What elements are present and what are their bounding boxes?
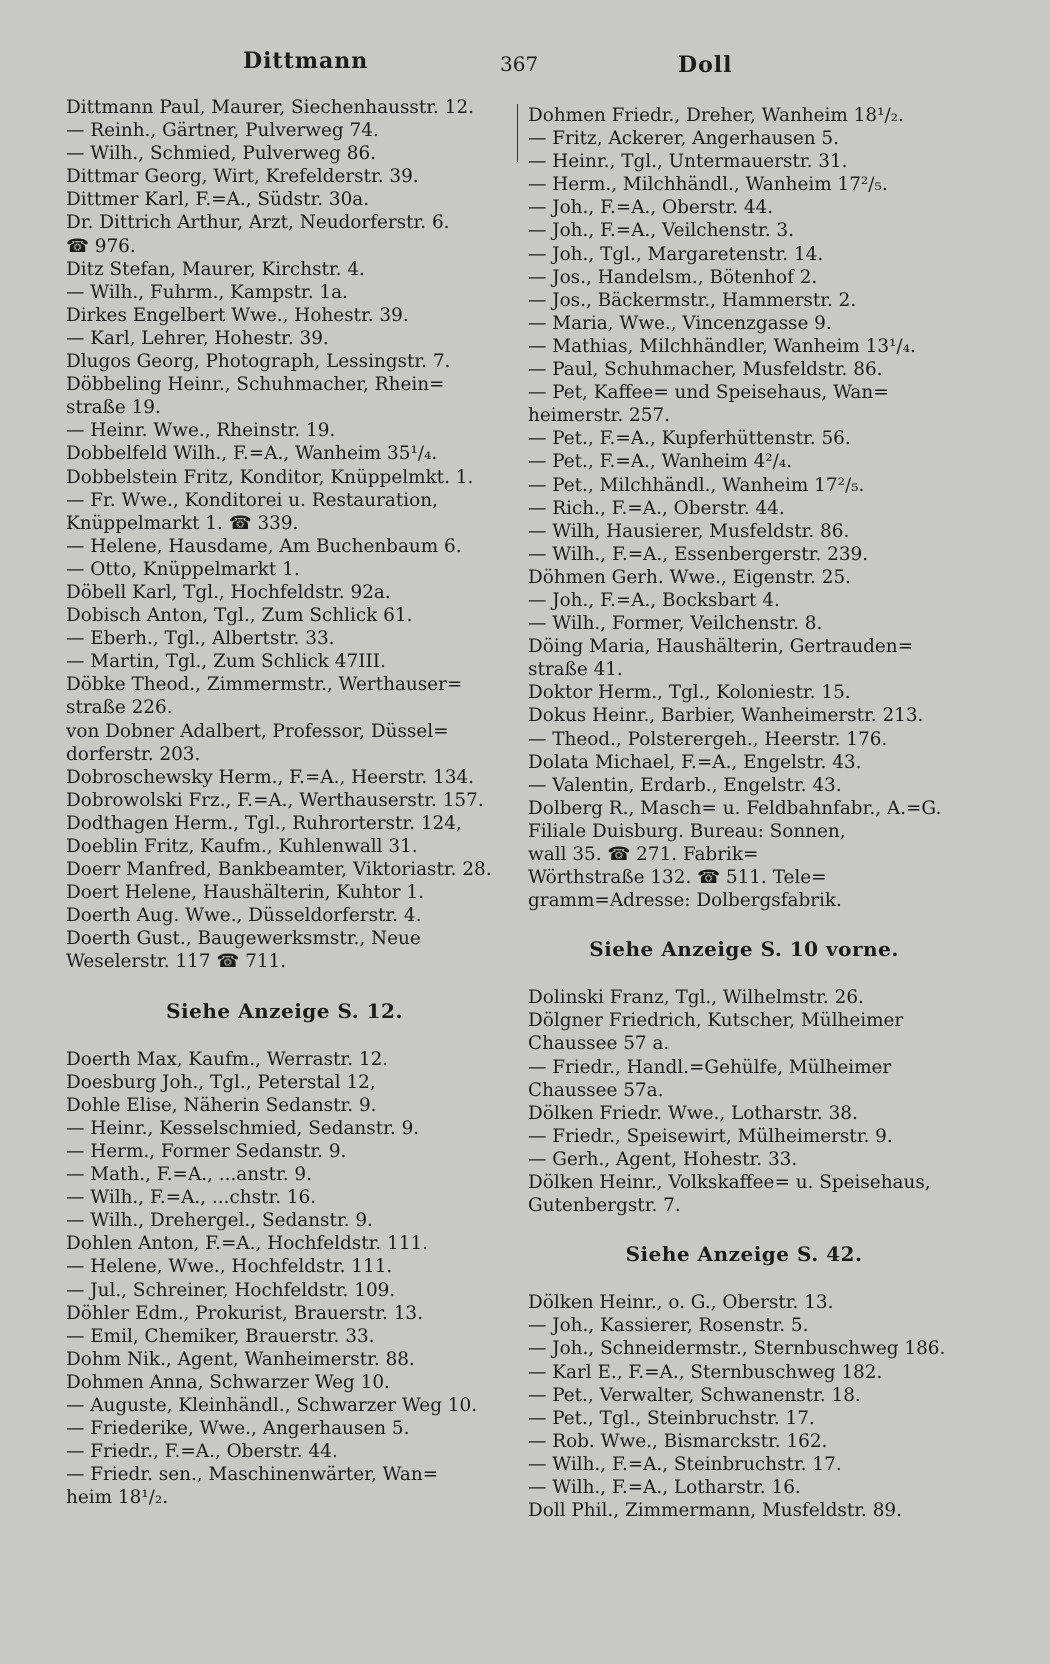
- directory-entry: — Math., F.=A., ...anstr. 9.: [66, 1164, 312, 1186]
- directory-entry: — Pet, Kaffee= und Speisehaus, Wan=: [528, 382, 889, 404]
- directory-entry: Filiale Duisburg. Bureau: Sonnen,: [528, 820, 846, 842]
- directory-entry: — Pet., Tgl., Steinbruchstr. 17.: [528, 1407, 815, 1429]
- directory-entry: — Joh., Tgl., Margaretenstr. 14.: [528, 243, 824, 265]
- directory-entry: Dodthagen Herm., Tgl., Ruhrorterstr. 124,: [66, 812, 462, 834]
- directory-entry: — Joh., Schneidermstr., Sternbuschweg 186.: [528, 1338, 946, 1360]
- directory-entry: — Rich., F.=A., Oberstr. 44.: [528, 497, 785, 519]
- directory-entry: Doerr Manfred, Bankbeamter, Viktoriastr. 28.: [66, 859, 492, 881]
- directory-entry: Dobrowolski Frz., F.=A., Werthauserstr. 157.: [66, 789, 484, 811]
- directory-entry: Dölken Heinr., o. G., Oberstr. 13.: [528, 1292, 834, 1314]
- directory-entry: Dolberg R., Masch= u. Feldbahnfabr., A.=G.: [528, 797, 942, 819]
- directory-entry: — Wilh., Drehergel., Sedanstr. 9.: [66, 1210, 373, 1232]
- directory-entry: — Fritz, Ackerer, Angerhausen 5.: [528, 128, 839, 150]
- directory-entry: — Helene, Hausdame, Am Buchenbaum 6.: [66, 535, 462, 557]
- directory-entry: — Valentin, Erdarb., Engelstr. 43.: [528, 774, 842, 796]
- directory-entry: — Gerh., Agent, Hohestr. 33.: [528, 1148, 798, 1170]
- directory-entry: Doeblin Fritz, Kaufm., Kuhlenwall 31.: [66, 836, 418, 857]
- right-advert-note-2: Siehe Anzeige S. 42.: [625, 1242, 863, 1267]
- directory-entry: straße 226.: [66, 697, 173, 719]
- directory-entry: — Wilh., F.=A., Essenbergerstr. 239.: [528, 543, 869, 565]
- directory-entry: Chaussee 57 a.: [528, 1033, 670, 1055]
- directory-entry: Döhmen Gerh. Wwe., Eigenstr. 25.: [528, 566, 851, 588]
- directory-entry: Chaussee 57a.: [528, 1079, 664, 1101]
- directory-entry: Dobbelstein Fritz, Konditor, Knüppelmkt. 1.: [66, 466, 474, 488]
- directory-entry: — Joh., Kassierer, Rosenstr. 5.: [528, 1315, 809, 1337]
- directory-entry: Dobisch Anton, Tgl., Zum Schlick 61.: [66, 605, 413, 627]
- directory-entry: Knüppelmarkt 1. ☎ 339.: [66, 512, 299, 534]
- directory-entry: — Pet., F.=A., Wanheim 4²/₄.: [528, 451, 793, 473]
- directory-entry: Döbell Karl, Tgl., Hochfeldstr. 92a.: [66, 581, 391, 603]
- directory-entry: Dittmann Paul, Maurer, Siechenhausstr. 12.: [66, 97, 474, 118]
- directory-entry: Dolata Michael, F.=A., Engelstr. 43.: [528, 751, 862, 773]
- directory-entry: Döbbeling Heinr., Schuhmacher, Rhein=: [66, 374, 445, 396]
- page-number: 367: [500, 52, 539, 76]
- directory-entry: — Herm., Milchhändl., Wanheim 17²/₅.: [528, 174, 888, 196]
- directory-entry: Dr. Dittrich Arthur, Arzt, Neudorferstr. 6.: [66, 212, 450, 234]
- directory-entry: — Auguste, Kleinhändl., Schwarzer Weg 10.: [66, 1394, 478, 1416]
- directory-entry: — Pet., Verwalter, Schwanenstr. 18.: [528, 1384, 861, 1406]
- directory-entry: — Martin, Tgl., Zum Schlick 47III.: [66, 651, 386, 673]
- left-column: [66, 96, 503, 1509]
- directory-entry: — Joh., F.=A., Oberstr. 44.: [528, 197, 774, 219]
- directory-entry: — Wilh., Fuhrm., Kampstr. 1a.: [66, 281, 348, 303]
- directory-entry: — Reinh., Gärtner, Pulverweg 74.: [66, 120, 379, 142]
- directory-entry: Döhler Edm., Prokurist, Brauerstr. 13.: [66, 1302, 423, 1324]
- directory-entry: Ditz Stefan, Maurer, Kirchstr. 4.: [66, 258, 365, 280]
- directory-entry: — Maria, Wwe., Vincenzgasse 9.: [528, 312, 832, 334]
- directory-entry: Doerth Gust., Baugewerksmstr., Neue: [66, 928, 421, 950]
- directory-entry: Doesburg Joh., Tgl., Peterstal 12,: [66, 1071, 376, 1093]
- directory-entry: — Jos., Handelsm., Bötenhof 2.: [528, 266, 818, 288]
- right-entries-2: [528, 986, 960, 1217]
- directory-entry: Dölken Heinr., Volkskaffee= u. Speisehaus,: [528, 1172, 931, 1194]
- directory-entry: — Paul, Schuhmacher, Musfeldstr. 86.: [528, 359, 883, 381]
- directory-entry: Weselerstr. 117 ☎ 711.: [66, 951, 287, 973]
- directory-entry: — Eberh., Tgl., Albertstr. 33.: [66, 628, 335, 650]
- directory-entry: dorferstr. 203.: [66, 743, 201, 765]
- directory-entry: gramm=Adresse: Dolbergsfabrik.: [528, 890, 842, 912]
- directory-entry: Wörthstraße 132. ☎ 511. Tele=: [528, 867, 827, 889]
- directory-entry: — Rob. Wwe., Bismarckstr. 162.: [528, 1430, 828, 1452]
- directory-entry: Doktor Herm., Tgl., Koloniestr. 15.: [528, 682, 851, 704]
- directory-entry: Dohm Nik., Agent, Wanheimerstr. 88.: [66, 1348, 415, 1370]
- directory-entry: — Herm., Former Sedanstr. 9.: [66, 1140, 347, 1162]
- directory-entry: — Helene, Wwe., Hochfeldstr. 111.: [66, 1256, 393, 1278]
- directory-entry: Dohmen Friedr., Dreher, Wanheim 18¹/₂.: [528, 105, 904, 126]
- left-entries-2: [66, 1048, 503, 1510]
- directory-entry: — Wilh., Former, Veilchenstr. 8.: [528, 613, 823, 635]
- directory-entry: — Friedr. sen., Maschinenwärter, Wan=: [66, 1464, 439, 1486]
- directory-entry: — Friedr., Speisewirt, Mülheimerstr. 9.: [528, 1125, 893, 1147]
- directory-entry: Dlugos Georg, Photograph, Lessingstr. 7.: [66, 351, 451, 373]
- left-advert-note: Siehe Anzeige S. 12.: [166, 998, 403, 1023]
- directory-entry: — Theod., Polsterergeh., Heerstr. 176.: [528, 728, 888, 750]
- directory-entry: — Mathias, Milchhändler, Wanheim 13¹/₄.: [528, 335, 916, 357]
- directory-entry: Doerth Aug. Wwe., Düsseldorferstr. 4.: [66, 905, 422, 927]
- directory-entry: — Wilh., Schmied, Pulverweg 86.: [66, 143, 377, 165]
- directory-entry: Dokus Heinr., Barbier, Wanheimerstr. 213.: [528, 705, 924, 727]
- directory-entry: Doerth Max, Kaufm., Werrastr. 12.: [66, 1048, 389, 1070]
- column-divider: [517, 104, 518, 162]
- directory-entry: Dohle Elise, Näherin Sedanstr. 9.: [66, 1094, 377, 1116]
- right-advert-note-1: Siehe Anzeige S. 10 vorne.: [589, 937, 899, 962]
- directory-entry: Döbke Theod., Zimmermstr., Werthauser=: [66, 674, 463, 696]
- right-entries-3: [528, 1291, 960, 1522]
- directory-entry: straße 19.: [66, 397, 161, 419]
- directory-entry: Dobbelfeld Wilh., F.=A., Wanheim 35¹/₄.: [66, 443, 438, 465]
- directory-entry: von Dobner Adalbert, Professor, Düssel=: [66, 720, 449, 742]
- header-left-word: Dittmann: [243, 48, 369, 74]
- directory-entry: — Pet., Milchhändl., Wanheim 17²/₅.: [528, 474, 865, 496]
- directory-entry: Dirkes Engelbert Wwe., Hohestr. 39.: [66, 304, 409, 326]
- directory-entry: — Wilh., F.=A., Lotharstr. 16.: [528, 1476, 801, 1498]
- directory-entry: — Otto, Knüppelmarkt 1.: [66, 558, 300, 580]
- directory-entry: — Heinr. Wwe., Rheinstr. 19.: [66, 420, 336, 442]
- directory-entry: — Karl E., F.=A., Sternbuschweg 182.: [528, 1361, 883, 1383]
- header-right-word: Doll: [678, 52, 733, 78]
- right-entries-1: [528, 104, 960, 912]
- directory-entry: — Heinr., Kesselschmied, Sedanstr. 9.: [66, 1117, 420, 1139]
- directory-entry: — Karl, Lehrer, Hohestr. 39.: [66, 327, 329, 349]
- directory-entry: — Emil, Chemiker, Brauerstr. 33.: [66, 1325, 375, 1347]
- directory-entry: — Wilh, Hausierer, Musfeldstr. 86.: [528, 520, 850, 542]
- directory-entry: — Wilh., F.=A., ...chstr. 16.: [66, 1187, 317, 1209]
- directory-entry: — Friederike, Wwe., Angerhausen 5.: [66, 1418, 410, 1440]
- directory-entry: straße 41.: [528, 659, 623, 681]
- directory-entry: Dohlen Anton, F.=A., Hochfeldstr. 111.: [66, 1233, 429, 1255]
- directory-entry: — Fr. Wwe., Konditorei u. Restauration,: [66, 489, 438, 511]
- directory-entry: Dölgner Friedrich, Kutscher, Mülheimer: [528, 1010, 904, 1032]
- directory-entry: Dohmen Anna, Schwarzer Weg 10.: [66, 1371, 390, 1393]
- directory-entry: — Jos., Bäckermstr., Hammerstr. 2.: [528, 289, 857, 311]
- directory-entry: — Wilh., F.=A., Steinbruchstr. 17.: [528, 1453, 842, 1475]
- directory-entry: — Friedr., Handl.=Gehülfe, Mülheimer: [528, 1056, 892, 1078]
- directory-entry: — Jul., Schreiner, Hochfeldstr. 109.: [66, 1279, 396, 1301]
- directory-entry: Doert Helene, Haushälterin, Kuhtor 1.: [66, 882, 424, 904]
- directory-entry: — Joh., F.=A., Veilchenstr. 3.: [528, 220, 794, 242]
- directory-entry: Dolinski Franz, Tgl., Wilhelmstr. 26.: [528, 987, 864, 1009]
- directory-entry: — Heinr., Tgl., Untermauerstr. 31.: [528, 151, 848, 173]
- directory-entry: Dittmer Karl, F.=A., Südstr. 30a.: [66, 189, 370, 211]
- directory-entry: Gutenbergstr. 7.: [528, 1195, 681, 1217]
- directory-entry: Dölken Friedr. Wwe., Lotharstr. 38.: [528, 1102, 858, 1124]
- directory-entry: Döing Maria, Haushälterin, Gertrauden=: [528, 636, 914, 658]
- directory-entry: wall 35. ☎ 271. Fabrik=: [528, 844, 759, 865]
- directory-entry: Dobroschewsky Herm., F.=A., Heerstr. 134.: [66, 766, 474, 788]
- left-entries-1: [66, 96, 503, 974]
- directory-entry: Dittmar Georg, Wirt, Krefelderstr. 39.: [66, 166, 419, 188]
- directory-entry: heim 18¹/₂.: [66, 1487, 169, 1509]
- directory-entry: — Friedr., F.=A., Oberstr. 44.: [66, 1441, 338, 1463]
- directory-entry: Doll Phil., Zimmermann, Musfeldstr. 89.: [528, 1500, 902, 1522]
- directory-entry: ☎ 976.: [66, 235, 136, 257]
- directory-entry: heimerstr. 257.: [528, 405, 670, 427]
- directory-entry: — Joh., F.=A., Bocksbart 4.: [528, 589, 780, 611]
- directory-entry: — Pet., F.=A., Kupferhüttenstr. 56.: [528, 428, 851, 450]
- right-column: [528, 104, 960, 1522]
